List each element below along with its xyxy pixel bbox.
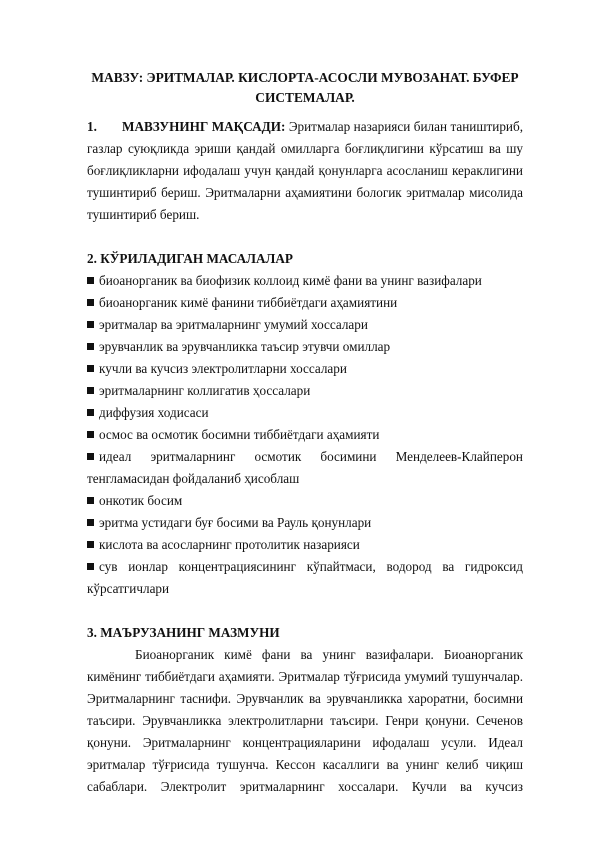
goal-paragraph	[87, 116, 523, 226]
list-item: идеал эритмаларнинг осмотик босимини Менделеев-Клайперон тенгламасидан фойдаланиб ҳисоблаш	[87, 449, 523, 486]
goal-heading: МАВЗУНИНГ МАҚСАДИ:	[122, 119, 286, 134]
bullet-square-icon	[87, 387, 94, 394]
list-item: биоанорганик ва биофизик коллоид кимё фани ва унинг вазифалари	[87, 270, 523, 292]
content-paragraph: Биоанорганик кимё фани ва унинг вазифалари. Биоанорганик кимёнинг тиббиётдаги аҳамияти. Эритмалар тўғрисида умумий тушунчалар. Эритмаларнинг таснифи. Эрувчанлик ва эрувчанликка хароратни, босимни таъсири. Эрувчанликка электролитларни таъсири. Генри қонуни. Сеченов қонуни. Эритмаларнинг концентрацияларини ифодалаш усули. Идеал эритмалар тўғрисида тушунча. Кессон касаллиги ва унинг келиб чиқиш сабаблари. Электролит эритмаларнинг хоссалари. Кучли ва кучсиз	[87, 647, 523, 794]
list-item: эритма устидаги буғ босими ва Рауль қонунлари	[87, 512, 523, 534]
bullet-square-icon	[87, 321, 94, 328]
bullet-square-icon	[87, 453, 94, 460]
bullet-square-icon	[87, 497, 94, 504]
bullet-square-icon	[87, 519, 94, 526]
list-item: биоанорганик кимё фанини тиббиётдаги аҳамиятини	[87, 292, 523, 314]
list-item: осмос ва осмотик босимни тиббиётдаги аҳамияти	[87, 424, 523, 446]
list-item: эрувчанлик ва эрувчанликка таъсир этувчи омиллар	[87, 336, 523, 358]
goal-number: 1.	[87, 119, 97, 134]
goal-text: Эритмалар назарияси билан таништириб, газлар суюқликда эриши қандай омилларга боғлиқлигини кўрсатиш ва шу боғлиқликларни ифодалаш учун қандай қонунларга асосланиш кераклигини тушинтириб бериш. Эритмаларни аҳамиятини бологик эритмалар мисолида тушинтириб бериш.	[87, 119, 523, 222]
bullet-square-icon	[87, 431, 94, 438]
content-heading: 3. МАЪРУЗАНИНГ МАЗМУНИ	[87, 625, 280, 640]
page-title: МАВЗУ: ЭРИТМАЛАР. КИСЛОРТА-АСОСЛИ МУВОЗАНАТ. БУФЕР СИСТЕМАЛАР.	[91, 70, 519, 105]
bullet-square-icon	[87, 343, 94, 350]
bullet-square-icon	[87, 277, 94, 284]
bullet-square-icon	[87, 563, 94, 570]
bullet-square-icon	[87, 409, 94, 416]
list-item: сув ионлар концентрациясининг кўпайтмаси, водород ва гидроксид кўрсатгичлари	[87, 559, 523, 596]
questions-list	[87, 270, 523, 600]
list-item: кучли ва кучсиз электролитларни хоссалари	[87, 358, 523, 380]
bullet-square-icon	[87, 299, 94, 306]
list-item: кислота ва асосларнинг протолитик назарияси	[87, 534, 523, 556]
list-item: онкотик босим	[87, 490, 523, 512]
list-item: эритмалар ва эритмаларнинг умумий хоссалари	[87, 314, 523, 336]
list-item: эритмаларнинг коллигатив ҳоссалари	[87, 380, 523, 402]
document-page	[87, 68, 523, 798]
questions-heading: 2. КЎРИЛАДИГАН МАСАЛАЛАР	[87, 251, 293, 266]
bullet-square-icon	[87, 365, 94, 372]
bullet-square-icon	[87, 541, 94, 548]
list-item: диффузия ходисаси	[87, 402, 523, 424]
